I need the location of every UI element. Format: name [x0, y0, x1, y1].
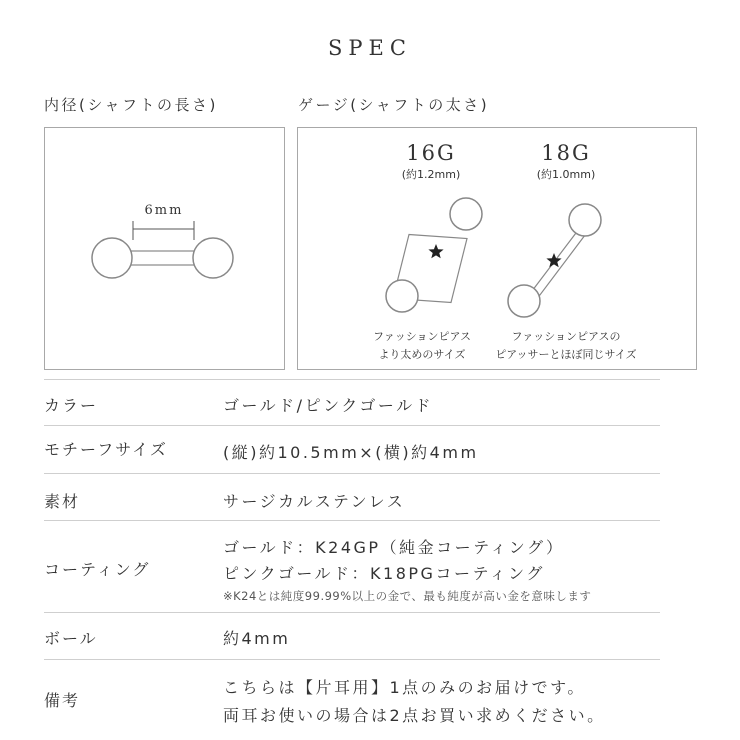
spec-divider: [44, 520, 660, 521]
spec-label-color: カラー: [44, 396, 99, 415]
spec-value-motif-size: (縦)約10.5mm×(横)約4mm: [223, 443, 479, 462]
spec-value-material: サージカルステンレス: [223, 492, 406, 511]
barbell-shaft: [129, 251, 199, 265]
inner-diameter-caption: 内径(シャフトの長さ): [44, 96, 218, 114]
gauge-16g-label: 16G: [406, 141, 456, 165]
barbell-length-diagram: [45, 128, 284, 369]
gauge-18g-ball-bottom: [508, 285, 540, 317]
gauge-diagram: [298, 128, 696, 369]
gauge-18g-ball-top: [569, 204, 601, 236]
spec-divider: [44, 659, 660, 660]
gauge-caption: ゲージ(シャフトの太さ): [298, 96, 490, 114]
barbell-ball-right: [193, 238, 233, 278]
spec-value-ball: 約4mm: [223, 629, 291, 648]
spec-label-ball: ボール: [44, 629, 98, 648]
gauge-18g-note-line2: ピアッサーとほぼ同じサイズ: [495, 348, 637, 361]
gauge-18g-note-line1: ファッションピアスの: [511, 330, 621, 343]
gauge-panel: [297, 127, 697, 370]
spec-divider: [44, 379, 660, 380]
page-title: SPEC: [328, 36, 412, 60]
spec-label-remarks: 備考: [44, 691, 81, 710]
gauge-18g-size: (約1.0mm): [536, 168, 596, 181]
spec-label-motif-size: モチーフサイズ: [44, 440, 168, 459]
inner-diameter-panel: [44, 127, 285, 370]
spec-divider: [44, 612, 660, 613]
gauge-16g-size: (約1.2mm): [401, 168, 461, 181]
spec-value-color: ゴールド/ピンクゴールド: [223, 396, 434, 415]
gauge-16g-ball-top: [450, 198, 482, 230]
spec-divider: [44, 425, 660, 426]
spec-note-coating: ※K24とは純度99.99%以上の金で、最も純度が高い金を意味します: [223, 589, 592, 603]
spec-value-coating-pinkgold: ピンクゴールド：K18PGコーティング: [223, 564, 545, 583]
gauge-16g-note-line2: より太めのサイズ: [378, 348, 466, 361]
gauge-16g-ball-bottom: [386, 280, 418, 312]
spec-divider: [44, 473, 660, 474]
gauge-18g-label: 18G: [541, 141, 591, 165]
spec-value-remarks-line1: こちらは【片耳用】1点のみのお届けです。: [223, 678, 586, 697]
spec-value-coating-gold: ゴールド：K24GP（純金コーティング）: [223, 538, 565, 557]
length-label: 6mm: [144, 203, 184, 218]
spec-value-remarks-line2: 両耳お使いの場合は2点お買い求めください。: [223, 706, 606, 725]
gauge-16g-note-line1: ファッションピアス: [372, 330, 472, 343]
spec-label-material: 素材: [44, 492, 81, 511]
spec-label-coating: コーティング: [44, 560, 151, 579]
barbell-ball-left: [92, 238, 132, 278]
